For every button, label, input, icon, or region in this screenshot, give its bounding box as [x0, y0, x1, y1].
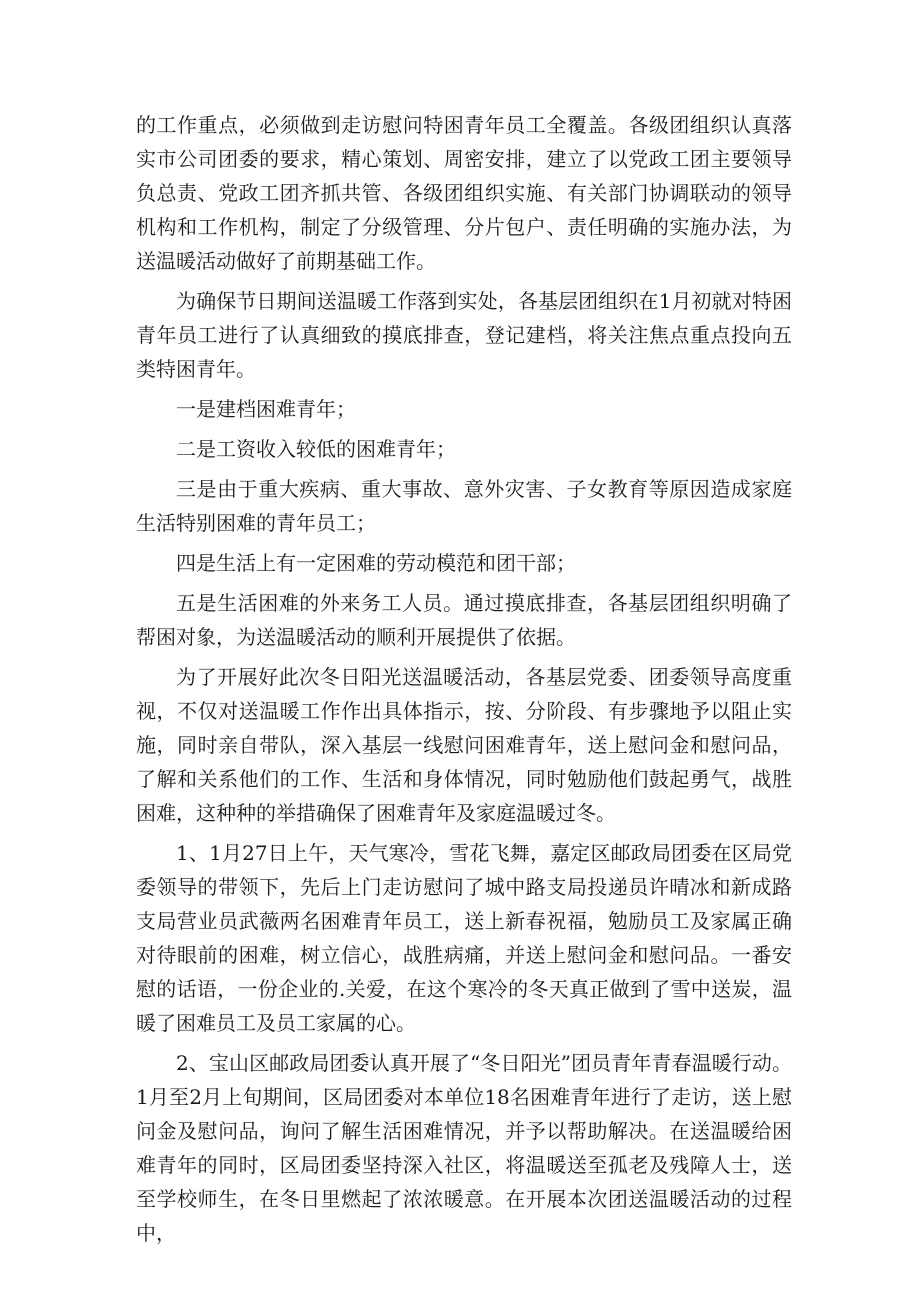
document-body [136, 108, 792, 1256]
list-item-category-3: 三是由于重大疾病、重大事故、意外灾害、子女教育等原因造成家庭生活特别困难的青年员工； [136, 477, 792, 535]
paragraph-baoshan: 2、宝山区邮政局团委认真开展了“冬日阳光”团员青年青春温暖行动。1月至2月上旬期间，区局团委对本单位18名困难青年进行了走访，送上慰问金及慰问品，询问了解生活困难情况，并予以帮助解决。在送温暖给困难青年的同时，区局团委坚持深入社区，将温暖送至孤老及残障人士，送至学校师生，在冬日里燃起了浓浓暖意。在开展本次团送温暖活动的过程中， [136, 1051, 792, 1245]
paragraph-continuation: 的工作重点，必须做到走访慰问特困青年员工全覆盖。各级团组织认真落实市公司团委的要求，精心策划、周密安排，建立了以党政工团主要领导负总责、党政工团齐抓共管、各级团组织实施、有关部门协调联动的领导机构和工作机构，制定了分级管理、分片包户、责任明确的实施办法，为送温暖活动做好了前期基础工作。 [136, 113, 792, 273]
paragraph-survey: 为确保节日期间送温暖工作落到实处，各基层团组织在1月初就对特困青年员工进行了认真细致的摸底排查，登记建档，将关注焦点重点投向五类特困青年。 [136, 289, 792, 381]
paragraph-jiading: 1、1月27日上午，天气寒冷，雪花飞舞，嘉定区邮政局团委在区局党委领导的带领下，先后上门走访慰问了城中路支局投递员许晴冰和新成路支局营业员武薇两名困难青年员工，送上新春祝福，勉励员工及家属正确对待眼前的困难，树立信心，战胜病痛，并送上慰问金和慰问品。一番安慰的话语，一份企业的.关爱，在这个寒冷的冬天真正做到了雪中送炭，温暖了困难员工及员工家属的心。 [136, 841, 792, 1035]
list-item-category-1: 一是建档困难青年； [176, 397, 356, 421]
list-item-category-2: 二是工资收入较低的困难青年； [176, 437, 456, 461]
list-item-category-4: 四是生活上有一定困难的劳动模范和团干部； [176, 551, 576, 575]
paragraph-leadership: 为了开展好此次冬日阳光送温暖活动，各基层党委、团委领导高度重视，不仅对送温暖工作作出具体指示，按、分阶段、有步骤地予以阻止实施，同时亲自带队，深入基层一线慰问困难青年，送上慰问金和慰问品，了解和关系他们的工作、生活和身体情况，同时勉励他们鼓起勇气，战胜困难，这种种的举措确保了困难青年及家庭温暖过冬。 [136, 665, 792, 825]
list-item-category-5: 五是生活困难的外来务工人员。通过摸底排查，各基层团组织明确了帮困对象，为送温暖活动的顺利开展提供了依据。 [136, 591, 792, 649]
